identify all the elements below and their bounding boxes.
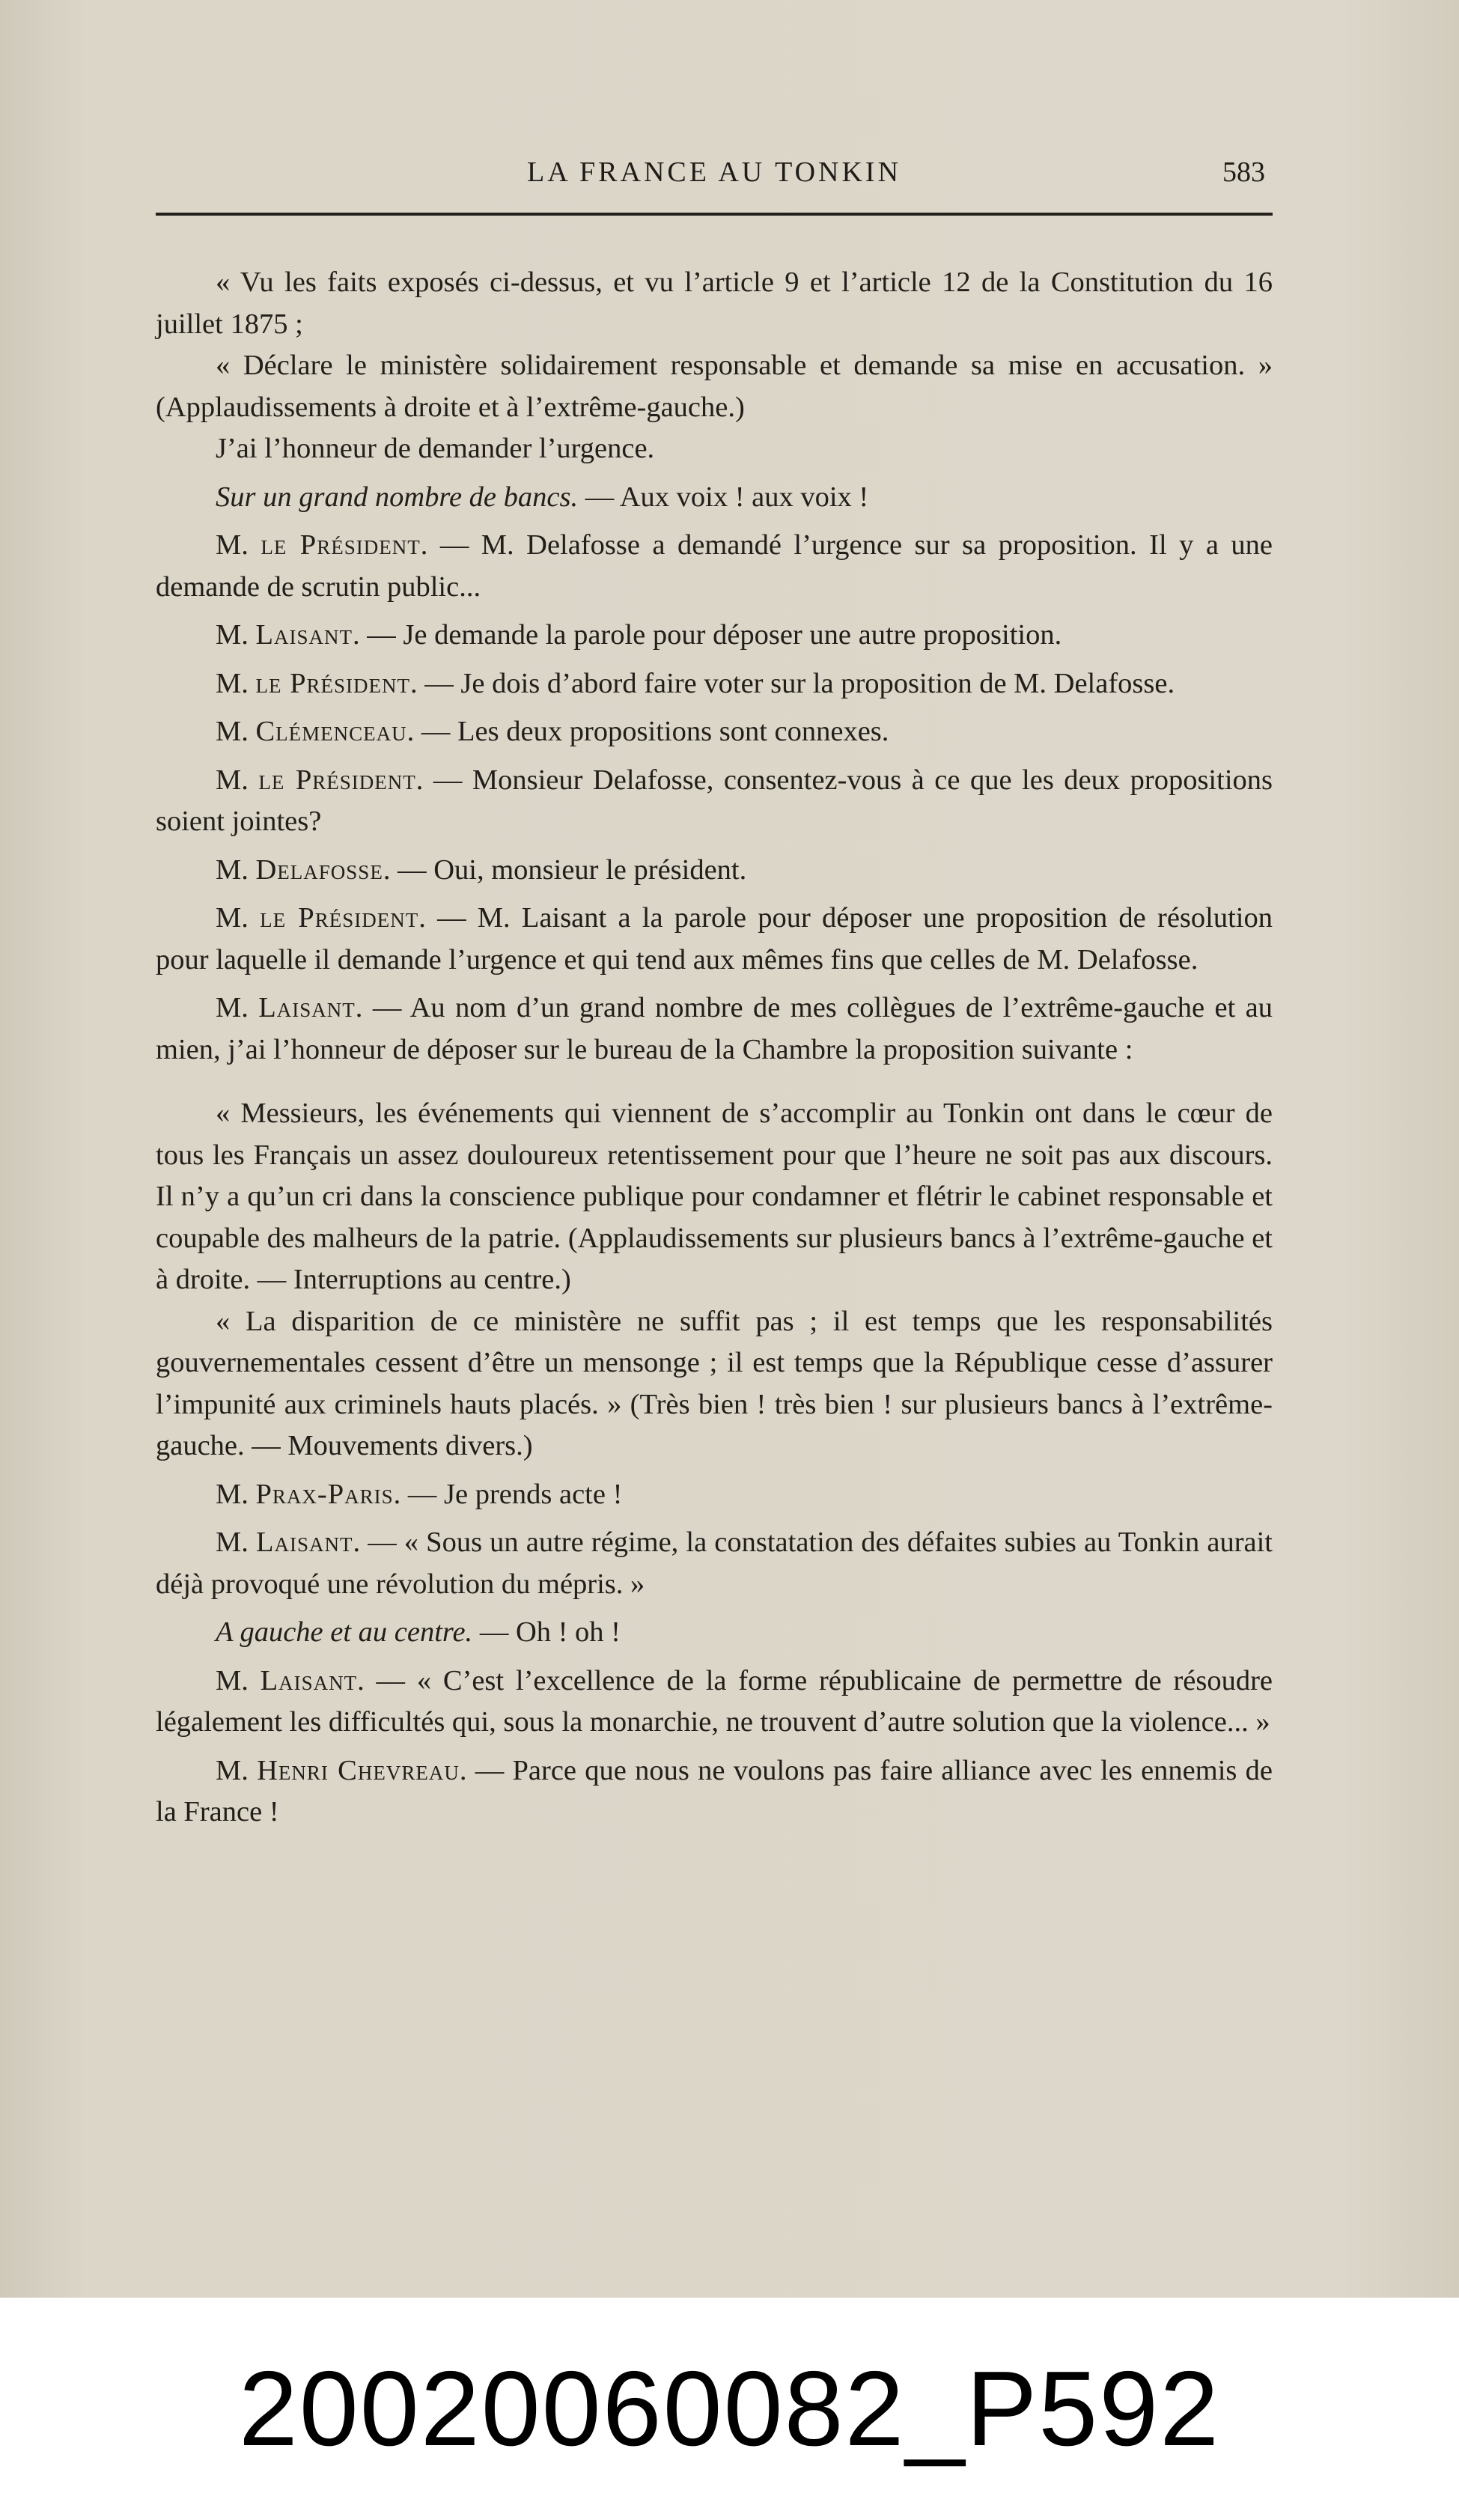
text-run: M.: [216, 1478, 256, 1510]
paragraph: [156, 850, 1273, 892]
text-run: M.: [216, 853, 256, 886]
text-run: . — Je prends acte !: [393, 1478, 623, 1510]
text-run: M.: [216, 1527, 256, 1558]
text-run: M.: [216, 529, 261, 561]
speaker-name: le Président: [260, 902, 419, 934]
paragraph: [156, 760, 1273, 843]
running-title: LA FRANCE AU TONKIN: [526, 156, 902, 188]
speaker-name: Clémenceau: [255, 716, 407, 747]
text-run: . — Je dois d’abord faire voter sur la proposition de M. Delafosse.: [410, 667, 1175, 699]
text-run: — Oh ! oh !: [472, 1616, 621, 1648]
paragraph: [156, 1661, 1273, 1744]
text-run: . — Oui, monsieur le président.: [383, 853, 747, 886]
text-run: . — « C’est l’excellence de la forme républicaine de permettre de résoudre légalement les difficultés qui, sous la monarchie, ne trouvent d’autre solution que la violence... »: [156, 1664, 1273, 1738]
text-run: J’ai l’honneur de demander l’urgence.: [216, 433, 655, 464]
paragraph: [156, 615, 1273, 657]
text-run: . — Parce que nous ne voulons pas faire alliance avec les ennemis de la France !: [156, 1754, 1273, 1827]
text-run: « Déclare le ministère solidairement responsable et demande sa mise en accusation. » (Applaudissements à droite et à l’extrême-gauche.): [156, 350, 1273, 423]
text-run: — Aux voix ! aux voix !: [578, 481, 869, 513]
paragraph: [156, 1612, 1273, 1654]
text-run: M.: [216, 1754, 258, 1786]
speaker-name: le Président: [255, 667, 410, 699]
stage-direction: A gauche et au centre.: [216, 1616, 473, 1648]
paragraph: [156, 1093, 1273, 1301]
text-run: . — M. Laisant a la parole pour déposer une proposition de résolution pour laquelle il demande l’urgence et qui tend aux mêmes fins que celles de M. Delafosse.: [156, 902, 1273, 976]
text-run: . — « Sous un autre régime, la constatation des défaites subies au Tonkin aurait déjà provoqué une révolution du mépris. »: [156, 1527, 1273, 1600]
body-text: [156, 262, 1273, 1833]
text-run: M.: [216, 667, 256, 699]
speaker-name: Laisant: [258, 992, 356, 1023]
text-run: . — Monsieur Delafosse, consentez-vous à ce que les deux propositions soient jointes?: [156, 764, 1273, 837]
speaker-name: Prax-Paris: [255, 1478, 394, 1510]
text-run: « Messieurs, les événements qui viennent de s’accomplir au Tonkin ont dans le cœur de tous les Français un assez douloureux retentissement pour que l’heure ne soit pas aux discours. Il n’y a qu’un cri dans la conscience publique pour condamner et flétrir le cabinet responsable et coupable des malheurs de la patrie. (Applaudissements sur plusieurs bancs à l’extrême-gauche et à droite. — Interruptions au centre.): [156, 1098, 1273, 1295]
paragraph: [156, 1474, 1273, 1516]
paragraph: [156, 987, 1273, 1071]
speaker-name: Laisant: [255, 619, 353, 651]
stage-direction: Sur un grand nombre de bancs.: [216, 481, 579, 513]
text-run: . — M. Delafosse a demandé l’urgence sur sa proposition. Il y a une demande de scrutin public...: [156, 529, 1273, 603]
text-run: M.: [216, 1664, 261, 1696]
paragraph: [156, 525, 1273, 608]
paragraph: [156, 898, 1273, 981]
speaker-name: Delafosse: [255, 853, 383, 886]
speaker-name: Laisant: [255, 1527, 353, 1558]
text-run: M.: [216, 902, 261, 934]
paragraph: [156, 428, 1273, 470]
text-run: M.: [216, 716, 256, 747]
text-run: « Vu les faits exposés ci-dessus, et vu l’article 9 et l’article 12 de la Constitution du 16 juillet 1875 ;: [156, 267, 1273, 340]
paragraph: [156, 1750, 1273, 1833]
paragraph: [156, 262, 1273, 345]
paragraph: [156, 1522, 1273, 1605]
text-run: « La disparition de ce ministère ne suffit pas ; il est temps que les responsabilités gouvernementales cessent d’être un mensonge ; il est temps que la République cesse d’assurer l’impunité aux criminels hauts placés. » (Très bien ! très bien ! sur plusieurs bancs à l’extrême-gauche. — Mouvements divers.): [156, 1305, 1273, 1461]
speaker-name: Laisant: [260, 1664, 358, 1696]
text-run: M.: [216, 619, 256, 651]
running-header: [156, 150, 1273, 195]
text-run: . — Au nom d’un grand nombre de mes collègues de l’extrême-gauche et au mien, j’ai l’honneur de déposer sur le bureau de la Chambre la proposition suivante :: [156, 992, 1273, 1065]
scan-identifier: 20020060082_P592: [238, 2349, 1221, 2468]
speaker-name: le Président: [261, 529, 421, 561]
speaker-name: le Président: [258, 764, 416, 796]
text-run: . — Les deux propositions sont connexes.: [406, 716, 889, 747]
paragraph: [156, 477, 1273, 519]
paragraph: [156, 345, 1273, 428]
page-number: 583: [1222, 156, 1265, 188]
paragraph: [156, 1301, 1273, 1467]
paragraph: [156, 663, 1273, 705]
text-run: M.: [216, 764, 259, 796]
paragraph: [156, 711, 1273, 753]
text-run: M.: [216, 992, 259, 1023]
speaker-name: Henri Chevreau: [257, 1754, 460, 1786]
header-rule: [156, 213, 1273, 216]
text-run: . — Je demande la parole pour déposer une autre proposition.: [353, 619, 1062, 651]
